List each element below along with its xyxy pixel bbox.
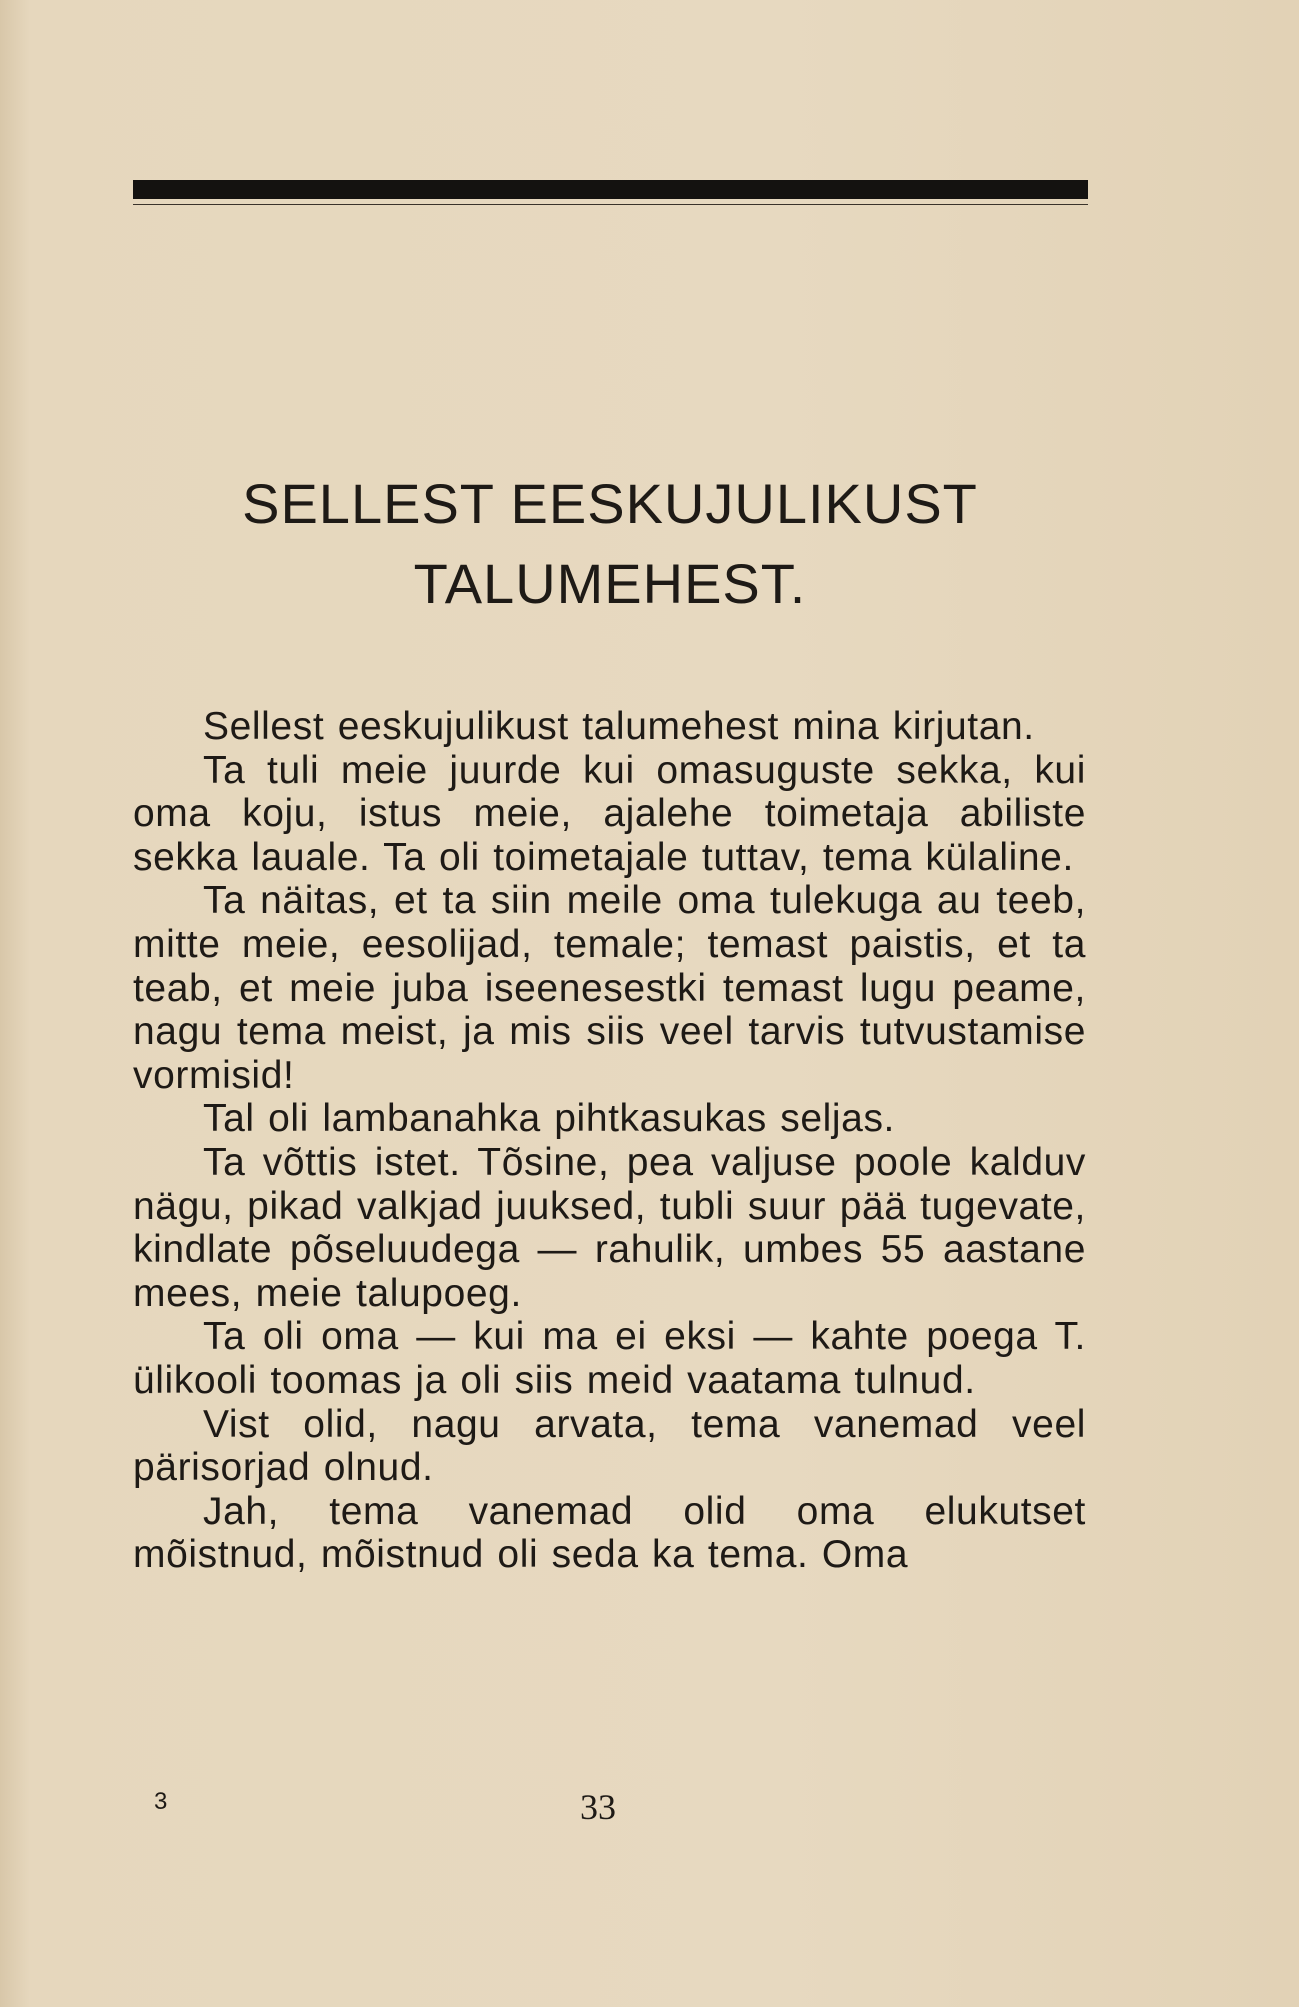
- signature-mark: 3: [154, 1788, 168, 1815]
- paragraph: Sellest eeskujulikust talumehest mina kirjutan.: [203, 705, 1035, 748]
- paragraph: Ta näitas, et ta siin meile oma tulekuga au teeb, mitte meie, eesolijad, temale; temast paistis, et ta teab, et meie juba iseenesestki temast lugu peame, nagu tema meist, ja mis siis veel tarvis tutvustamise vormisid!: [133, 879, 1086, 1097]
- chapter-title-line-2: TALUMEHEST.: [413, 552, 807, 615]
- decorative-header-rule: [133, 180, 1088, 199]
- chapter-title-line-1: SELLEST EESKUJULIKUST: [242, 472, 978, 535]
- paragraph: Vist olid, nagu arvata, tema vanemad veel pärisorjad olnud.: [133, 1402, 1086, 1490]
- chapter-title: [130, 464, 1090, 624]
- page-number: 33: [580, 1787, 616, 1827]
- paragraph: Ta tuli meie juurde kui omasuguste sekka, kui oma koju, istus meie, ajalehe toimetaja abiliste sekka lauale. Ta oli toimetajale tuttav, tema külaline.: [133, 748, 1086, 879]
- paragraph: Ta oli oma — kui ma ei eksi — kahte poega T. ülikooli toomas ja oli siis meid vaatama tulnud.: [133, 1315, 1086, 1402]
- paragraph: Jah, tema vanemad olid oma elukutset mõistnud, mõistnud oli seda ka tema. Oma: [133, 1489, 1086, 1577]
- paragraph: Ta võttis istet. Tõsine, pea valjuse poole kalduv nägu, pikad valkjad juuksed, tubli suur pää tugevate, kindlate põseluudega — rahulik, umbes 55 aastane mees, meie talupoeg.: [133, 1140, 1086, 1315]
- body-text: [133, 705, 1086, 1577]
- paragraph: Tal oli lambanahka pihtkasukas seljas.: [203, 1097, 895, 1141]
